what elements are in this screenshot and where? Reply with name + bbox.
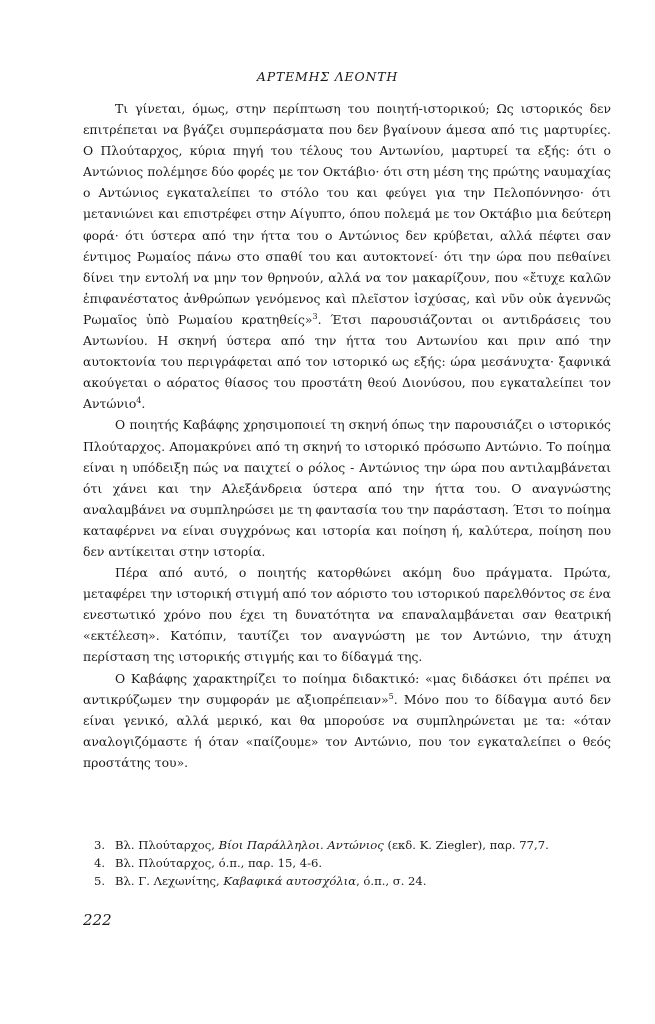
paragraph-4-text-b: . Μόνο που το δίδαγμα αυτό δεν είναι γενικό, αλλά μερικό, και θα μπορούσε να συμπληρώνεται με τα: «όταν αναλογιζόμαστε ή όταν «παίζουμε» τον Αντώνιο, που τον εγκαταλείπει ο θεός προστάτης του».	[83, 691, 611, 770]
footnote-number: 5.	[94, 874, 106, 889]
footnote-number: 4.	[94, 856, 106, 871]
footnote-ref-5: 5	[388, 691, 394, 701]
footnote-text: Βλ. Γ. Λεχωνίτης,	[115, 874, 224, 889]
footnotes	[83, 836, 611, 891]
paragraph-1	[83, 98, 611, 414]
paragraph-3: Πέρα από αυτό, ο ποιητής κατορθώνει ακόμη δυο πράγματα. Πρώτα, μεταφέρει την ιστορική στιγμή από τον αόριστο του ιστορικού παρελθόντος σε ένα ενεστωτικό χρόνο που έχει τη δυνατότητα να επαναλαμβάνεται σαν θεατρική «εκτέλεση». Κατόπιν, ταυτίζει τον αναγνώστη με τον Αντώνιο, την άτυχη περίσταση της ιστορικής στιγμής και το δίδαγμά της.	[83, 565, 611, 665]
page-number: 222	[83, 911, 112, 929]
running-head: ΑΡΤΕΜΗΣ ΛΕΟΝΤΗ	[256, 69, 399, 84]
footnote-title: Βίοι Παράλληλοι. Αντώνιος	[218, 838, 384, 852]
footnote-ref-3: 3	[312, 311, 318, 321]
footnote-ref-4: 4	[136, 396, 142, 406]
paragraph-1-text-b: . Έτσι παρουσιάζονται οι αντιδράσεις του Αντωνίου. Η σκηνή ύστερα από την ήττα του Αντωνίου και πριν από την αυτοκτονία του περιγράφεται από τον ιστορικό ως εξής: ώρα μεσάνυχτα· ξαφνικά ακούγεται ο αόρατος θίασος του προστάτη θεού Διονύσου, που εγκαταλείπει τον Αντώνιο	[83, 311, 611, 412]
body-text	[83, 98, 611, 773]
paragraph-1-text-c: .	[141, 396, 146, 412]
paragraph-4-text-a: Ο Καβάφης χαρακτηρίζει το ποίημα διδακτικό: «μας διδάσκει ότι πρέπει να αντικρύζωμεν την συμφοράν με αξιοπρέπειαν»	[83, 670, 611, 707]
footnote-text: Βλ. Πλούταρχος,	[115, 838, 219, 852]
footnote-3	[83, 836, 611, 854]
footnote-number: 3.	[94, 838, 106, 852]
paragraph-2: Ο ποιητής Καβάφης χρησιμοποιεί τη σκηνή όπως την παρουσιάζει ο ιστορικός Πλούταρχος. Απομακρύνει από τη σκηνή το ιστορικό πρόσωπο Αντώνιο. Το ποίημα είναι η υπόδειξη πώς να παιχτεί ο ρόλος - Αντώνιος την ώρα που αντιλαμβάνεται ότι χάνει και την Αλεξάνδρεια ύστερα από την ήττα του. Ο αναγνώστης αναλαμβάνει να συμπληρώσει με τη φαντασία του την παράσταση. Έτσι το ποίημα καταφέρνει να είναι συγχρόνως και ιστορία και ποίηση ή, καλύτερα, ποίηση που δεν αντίκειται στην ιστορία.	[83, 417, 611, 559]
footnote-text-end: (εκδ. K. Ziegler), παρ. 77,7.	[383, 838, 549, 852]
footnote-title: Καβαφικά αυτοσχόλια	[223, 874, 357, 889]
footnote-text-end: , ό.π., σ. 24.	[356, 874, 427, 889]
footnote-text: Βλ. Πλούταρχος, ό.π., παρ. 15, 4-6.	[115, 856, 323, 871]
footnote-5	[83, 872, 611, 890]
footnote-4	[83, 854, 611, 872]
paragraph-1-text-a: Τι γίνεται, όμως, στην περίπτωση του ποιητή-ιστορικού; Ως ιστορικός δεν επιτρέπεται να βγάζει συμπεράσματα που δεν βγαίνουν άμεσα από τις μαρτυρίες. Ο Πλούταρχος, κύρια πηγή του τέλους του Αντωνίου, μαρτυρεί τα εξής: ότι ο Αντώνιος πολέμησε δύο φορές με τον Οκτάβιο· ότι στη μέση της πρώτης ναυμαχίας ο Αντώνιος εγκαταλείπει το στόλο του και φεύγει για την Πελοπόννησο· ότι μετανιώνει και επιστρέφει στην Αίγυπτο, όπου πολεμά με τον Οκτάβιο μια δεύτερη φορά· ότι ύστερα από την ήττα του ο Αντώνιος δεν κρύβεται, αλλά πέφτει σαν έντιμος Ρωμαίος πάνω στο σπαθί του και αυτοκτονεί· ότι την ώρα που πεθαίνει δίνει την εντολή να μην τον θρηνούν, αλλά να τον μακαρίζουν, που «ἔτυχε καλῶν ἐπιφανέστατος ἀνθρώπων γενόμενος καὶ πλεῖστον ἰσχύσας, καὶ νῦν οὐκ ἀγεννῶς Ρωμαῖος ὑπὸ Ρωμαίου κρατηθείς»	[83, 101, 611, 327]
paragraph-4	[83, 668, 611, 773]
